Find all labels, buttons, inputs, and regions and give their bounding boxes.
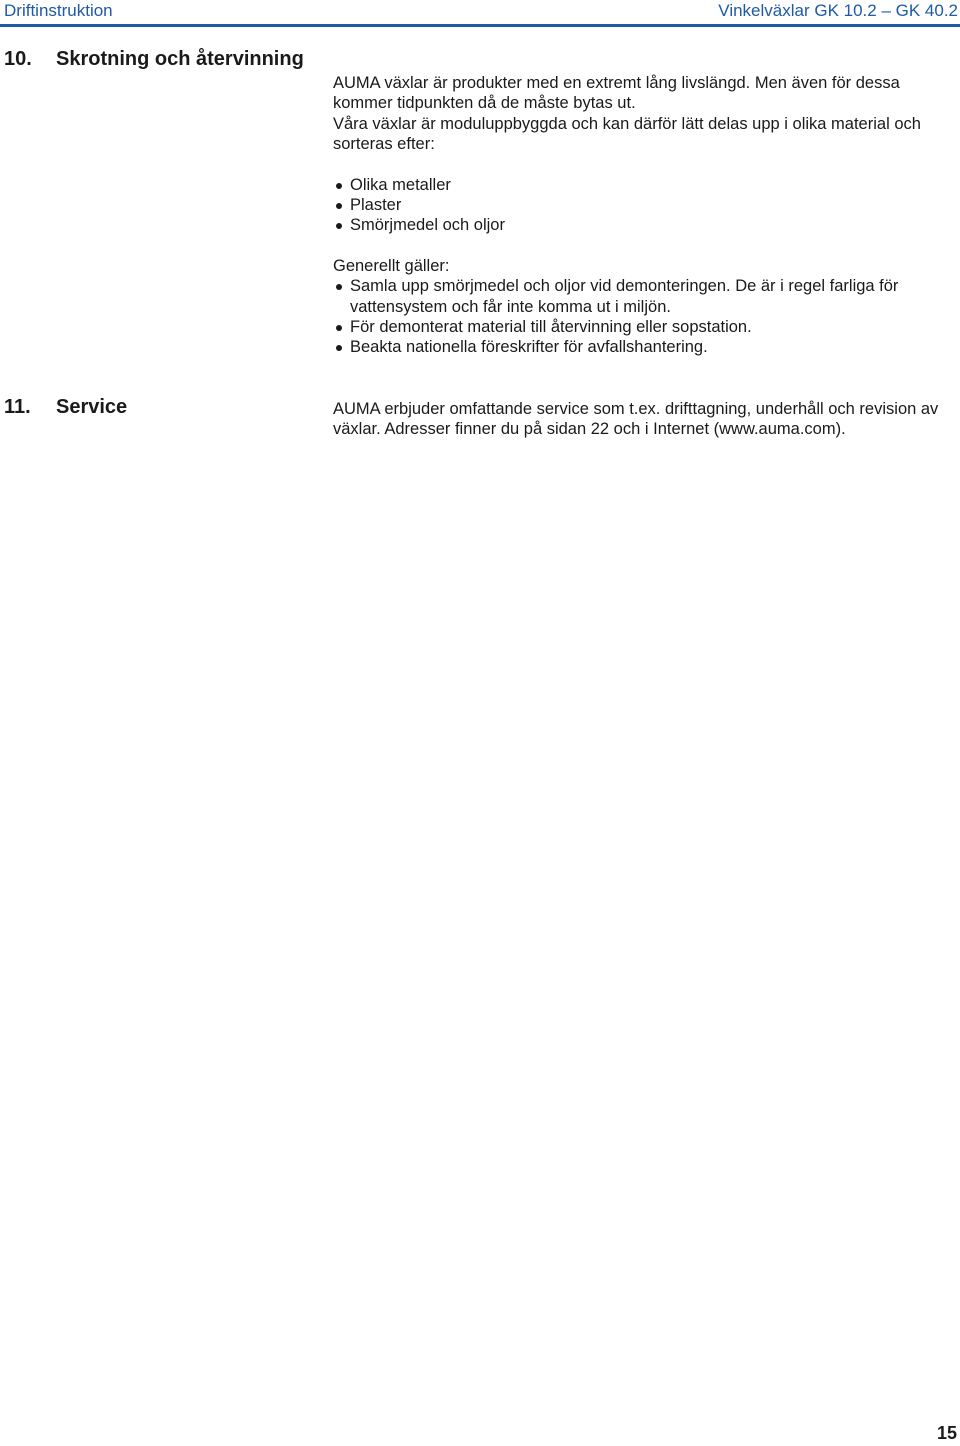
page-header	[0, 0, 960, 22]
section-title: Skrotning och återvinning	[56, 48, 304, 70]
header-product-title: Vinkelväxlar GK 10.2 – GK 40.2	[718, 1, 958, 20]
general-label: Generellt gäller:	[333, 256, 450, 275]
section-title: Service	[56, 396, 128, 418]
materials-list	[333, 175, 953, 236]
list-item: Beakta nationella föreskrifter för avfallshantering.	[333, 337, 953, 357]
header-divider	[0, 24, 960, 27]
list-item: Smörjmedel och oljor	[333, 215, 953, 235]
section-body	[333, 73, 953, 358]
modular-paragraph: Våra växlar är moduluppbyggda och kan därför lätt delas upp i olika material och sorteras efter:	[333, 114, 921, 154]
page-number: 15	[936, 1423, 957, 1443]
section-body	[333, 399, 953, 440]
list-item: För demonterat material till återvinning eller sopstation.	[333, 317, 953, 337]
list-item: Olika metaller	[333, 175, 953, 195]
section-number: 10.	[4, 48, 32, 70]
header-document-title: Driftinstruktion	[4, 1, 113, 20]
list-item: Plaster	[333, 195, 953, 215]
service-paragraph: AUMA erbjuder omfattande service som t.ex. drifttagning, underhåll och revision av växlar. Adresser finner du på sidan 22 och i Internet (www.auma.com).	[333, 400, 939, 439]
rules-list	[333, 276, 953, 358]
intro-paragraph: AUMA växlar är produkter med en extremt lång livslängd. Men även för dessa kommer tidpunkten då de måste bytas ut.	[333, 74, 900, 113]
list-item: Samla upp smörjmedel och oljor vid demonteringen. De är i regel farliga för vattensystem och får inte komma ut i miljön.	[333, 276, 953, 317]
section-number: 11.	[4, 396, 31, 418]
